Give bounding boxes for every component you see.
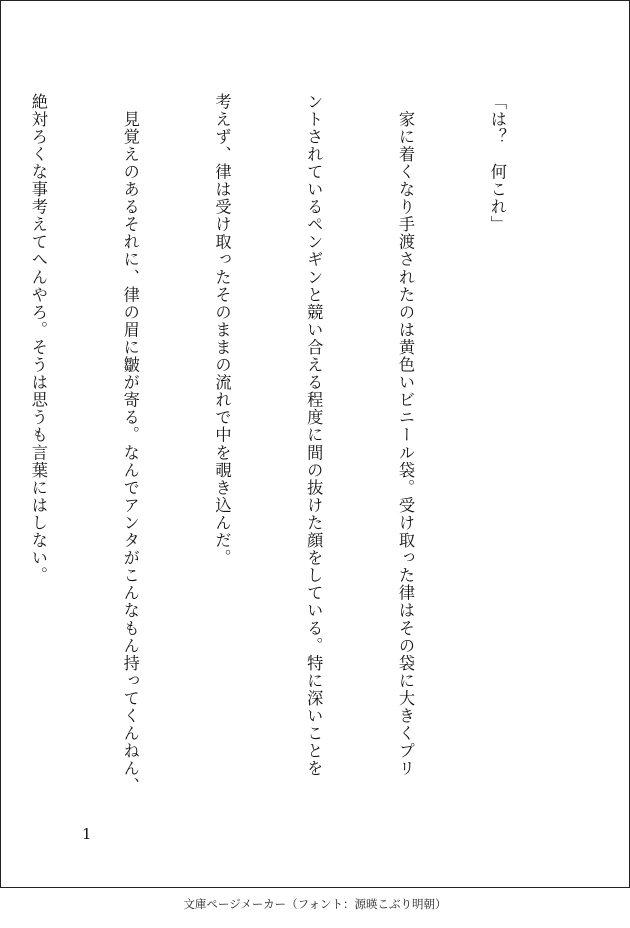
text-line: 絶対ろくな事考えてへんやろ。そうは思うも言葉にはしない。 [28,93,48,585]
vertical-text-body [0,93,573,793]
text-line: 「は？ 何これ」 [487,93,507,234]
text-line: ントされているペンギンと競い合える程度に間の抜けた顔をしている。特に深いことを [304,93,324,778]
text-line: 見覚えのあるそれに、律の眉に皺が寄る。なんでアンタがこんなもん持ってくんねん、 [120,93,140,795]
text-line: 家に着くなり手渡されたのは黄色いビニール袋。受け取った律はその袋に大きくプリ [396,93,416,778]
page-number: 1 [82,825,92,843]
footer-caption: 文庫ページメーカー（フォント：源暎こぶり明朝） [183,897,447,911]
text-line: 考えず、律は受け取ったそのままの流れで中を覗き込んだ。 [212,93,232,567]
